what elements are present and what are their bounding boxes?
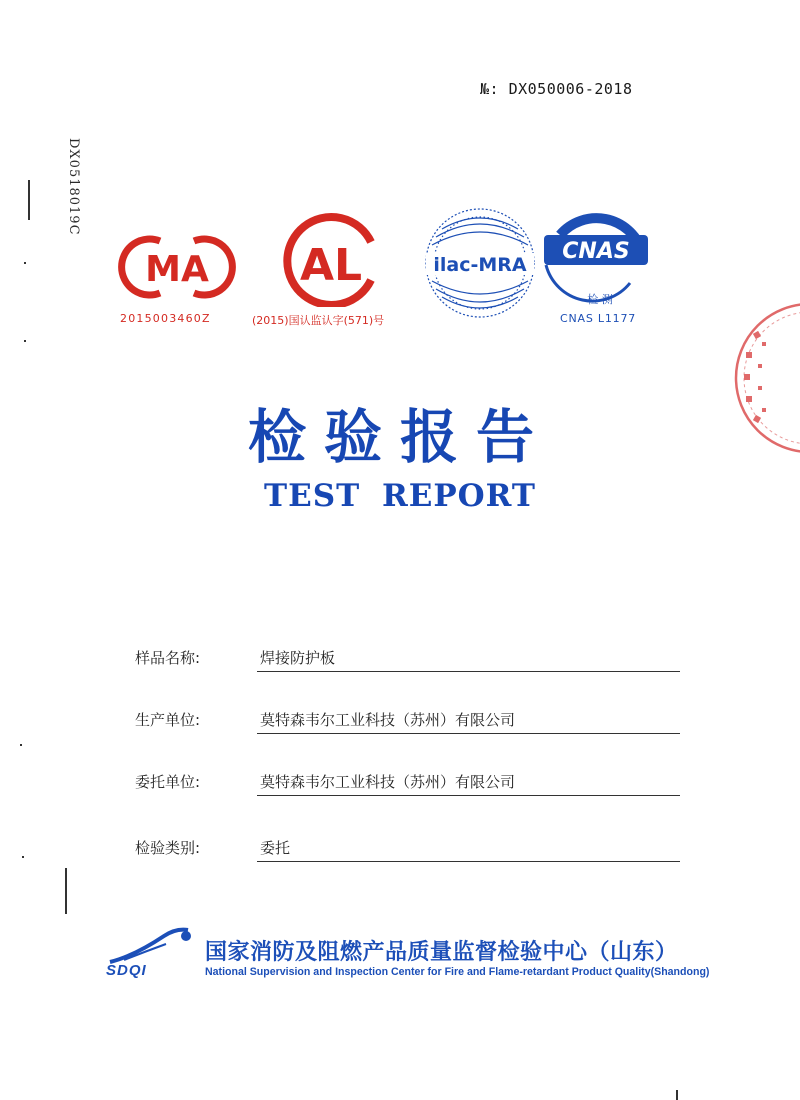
- report-title-en: TEST REPORT: [264, 478, 536, 514]
- scan-dot: [20, 744, 22, 746]
- report-title-cn: 检验报告: [247, 403, 552, 471]
- field-label: 委托单位:: [135, 773, 201, 791]
- cma-number: 2015003460Z: [120, 312, 211, 325]
- field-underline: [257, 795, 680, 796]
- report-number: №: DX050006-2018: [480, 80, 633, 98]
- cal-logo-text: AL: [299, 240, 363, 291]
- cal-logo: [275, 212, 385, 307]
- cnas-label: 检 测: [587, 293, 613, 306]
- scan-dot: [24, 340, 26, 342]
- cma-logo-text: MA: [145, 249, 209, 290]
- cal-number: (2015)国认监认字(571)号: [252, 314, 385, 327]
- field-value: 莫特森韦尔工业科技（苏州）有限公司: [260, 711, 516, 729]
- scan-mark: [676, 1090, 678, 1100]
- ilac-mra-logo: [422, 205, 538, 321]
- cnas-logo: [538, 207, 654, 312]
- field-value: 委托: [260, 839, 291, 857]
- cma-logo: [118, 233, 236, 301]
- scan-mark: [28, 180, 30, 220]
- organization-name-cn: 国家消防及阻燃产品质量监督检验中心（山东）: [205, 940, 678, 965]
- cnas-number: CNAS L1177: [560, 312, 637, 325]
- field-sample-name: [135, 644, 680, 672]
- scan-dot: [24, 262, 26, 264]
- field-manufacturer: [135, 706, 680, 734]
- scan-dot: [22, 856, 24, 858]
- field-underline: [257, 733, 680, 734]
- field-label: 样品名称:: [135, 649, 201, 667]
- side-code: DX0518019C: [66, 138, 81, 236]
- field-client: [135, 768, 680, 796]
- field-value: 焊接防护板: [260, 649, 336, 667]
- field-inspection-type: [135, 834, 680, 862]
- field-underline: [257, 671, 680, 672]
- sdqi-logo: [104, 922, 196, 966]
- cnas-logo-text: CNAS: [562, 239, 630, 264]
- ilac-mra-text: ilac-MRA: [433, 254, 527, 276]
- field-label: 生产单位:: [135, 711, 201, 729]
- field-underline: [257, 861, 680, 862]
- scan-mark: [65, 868, 67, 914]
- field-value: 莫特森韦尔工业科技（苏州）有限公司: [260, 773, 516, 791]
- sdqi-logo-text: SDQI: [106, 962, 147, 979]
- field-label: 检验类别:: [135, 839, 201, 857]
- organization-name-en: National Supervision and Inspection Center for Fire and Flame-retardant Product Quality(Shandong): [205, 966, 710, 978]
